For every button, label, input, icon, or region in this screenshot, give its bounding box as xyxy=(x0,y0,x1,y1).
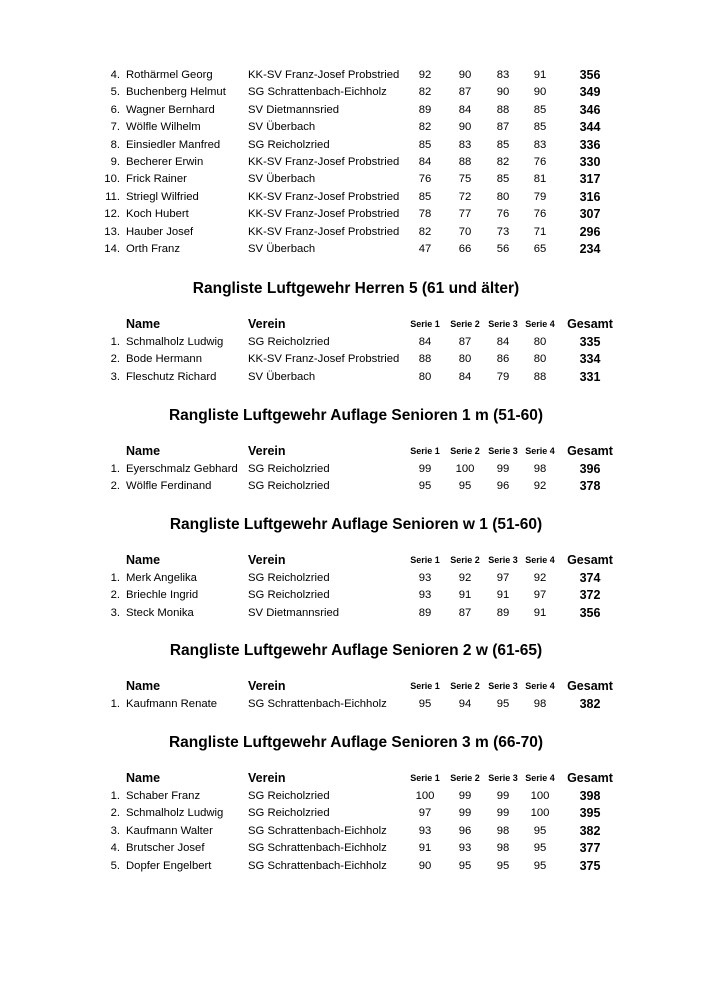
cell-s3: 96 xyxy=(496,480,510,493)
table-row xyxy=(0,84,712,101)
cell-club: SG Schrattenbach-Eichholz xyxy=(248,824,387,837)
cell-s1: 93 xyxy=(418,572,432,584)
table-row xyxy=(0,858,712,875)
cell-s1: 88 xyxy=(418,353,432,366)
table-row xyxy=(0,137,712,154)
cell-name: Schmalholz Ludwig xyxy=(126,336,224,348)
cell-name: Brutscher Josef xyxy=(126,842,205,855)
cell-s1: 84 xyxy=(418,155,432,168)
cell-total: 356 xyxy=(579,68,601,82)
table-row xyxy=(0,334,712,351)
cell-club: SV Dietmannsried xyxy=(248,103,340,116)
cell-rank: 9. xyxy=(110,155,120,168)
cell-total: 396 xyxy=(579,462,601,476)
cell-s2: 77 xyxy=(458,208,472,221)
header-total: Gesamt xyxy=(567,317,613,331)
cell-total: 317 xyxy=(579,172,601,187)
header-club: Verein xyxy=(248,317,286,331)
cell-total: 316 xyxy=(579,189,601,204)
cell-s2: 96 xyxy=(458,824,472,837)
cell-s2: 87 xyxy=(458,606,472,619)
cell-s1: 78 xyxy=(418,208,432,221)
cell-club: SG Reicholzried xyxy=(248,463,330,475)
cell-s4: 83 xyxy=(533,138,547,151)
cell-s3: 99 xyxy=(496,807,510,820)
table-row xyxy=(0,823,712,840)
cell-s1: 100 xyxy=(415,790,435,802)
cell-rank: 3. xyxy=(110,606,120,619)
cell-s1: 85 xyxy=(418,138,432,151)
header-total: Gesamt xyxy=(567,444,613,458)
cell-rank: 6. xyxy=(110,103,120,116)
header-s4: Serie 4 xyxy=(525,446,555,456)
cell-rank: 2. xyxy=(110,353,120,366)
cell-s4: 80 xyxy=(533,336,547,348)
table-row xyxy=(0,461,712,478)
header-s3: Serie 3 xyxy=(488,446,518,456)
cell-s4: 100 xyxy=(530,790,550,802)
cell-s3: 91 xyxy=(496,589,510,602)
table-row xyxy=(0,102,712,119)
cell-club: KK-SV Franz-Josef Probstried xyxy=(248,190,400,203)
header-total: Gesamt xyxy=(567,771,613,785)
cell-total: 378 xyxy=(579,479,601,494)
table-row xyxy=(0,241,712,258)
table-row xyxy=(0,224,712,241)
cell-s4: 76 xyxy=(533,155,547,168)
cell-club: KK-SV Franz-Josef Probstried xyxy=(248,208,400,221)
cell-s3: 82 xyxy=(496,155,510,168)
cell-s4: 81 xyxy=(533,173,547,186)
cell-s3: 83 xyxy=(496,69,510,81)
cell-name: Schmalholz Ludwig xyxy=(126,807,224,820)
cell-s4: 85 xyxy=(533,121,547,134)
section-title: Rangliste Luftgewehr Herren 5 (61 und älter) xyxy=(192,280,520,297)
cell-s2: 99 xyxy=(458,790,472,802)
cell-name: Bode Hermann xyxy=(126,353,202,366)
cell-s2: 99 xyxy=(458,807,472,820)
cell-rank: 2. xyxy=(110,589,120,602)
ranking-section xyxy=(0,515,712,622)
cell-rank: 3. xyxy=(110,824,120,837)
cell-total: 398 xyxy=(579,789,601,803)
cell-total: 372 xyxy=(579,588,601,603)
cell-name: Kaufmann Renate xyxy=(126,698,218,710)
cell-s3: 73 xyxy=(496,225,510,238)
cell-total: 346 xyxy=(579,102,601,117)
header-s4: Serie 4 xyxy=(525,319,555,329)
header-s4: Serie 4 xyxy=(525,681,555,691)
cell-s2: 80 xyxy=(458,353,472,366)
header-club: Verein xyxy=(248,444,286,458)
cell-rank: 5. xyxy=(110,859,120,872)
cell-rank: 10. xyxy=(104,173,120,186)
cell-s3: 95 xyxy=(496,698,510,710)
header-s2: Serie 2 xyxy=(450,555,480,565)
cell-total: 356 xyxy=(579,605,601,620)
cell-name: Merk Angelika xyxy=(126,572,197,584)
table-row xyxy=(0,478,712,495)
cell-total: 382 xyxy=(579,697,601,711)
cell-total: 330 xyxy=(579,154,601,169)
cell-s1: 85 xyxy=(418,190,432,203)
cell-s1: 99 xyxy=(418,463,432,475)
table-row xyxy=(0,369,712,386)
cell-s4: 76 xyxy=(533,208,547,221)
cell-s1: 93 xyxy=(418,589,432,602)
cell-total: 395 xyxy=(579,806,601,821)
cell-rank: 7. xyxy=(110,121,120,134)
header-name: Name xyxy=(126,679,161,693)
cell-s3: 85 xyxy=(496,173,510,186)
cell-s4: 95 xyxy=(533,842,547,855)
table-row xyxy=(0,605,712,622)
cell-s3: 95 xyxy=(496,859,510,872)
header-total: Gesamt xyxy=(567,553,613,567)
header-s3: Serie 3 xyxy=(488,319,518,329)
header-s1: Serie 1 xyxy=(410,555,440,565)
cell-club: SG Reicholzried xyxy=(248,572,330,584)
cell-s1: 82 xyxy=(418,86,432,99)
cell-name: Rothärmel Georg xyxy=(126,69,213,81)
cell-rank: 5. xyxy=(110,86,120,99)
cell-name: Frick Rainer xyxy=(126,173,187,186)
cell-s2: 87 xyxy=(458,336,472,348)
cell-total: 331 xyxy=(579,369,601,384)
cell-s1: 80 xyxy=(418,370,432,383)
cell-s2: 66 xyxy=(458,242,472,255)
cell-s1: 93 xyxy=(418,824,432,837)
ranking-section xyxy=(0,406,712,496)
cell-s1: 92 xyxy=(418,69,432,81)
header-s3: Serie 3 xyxy=(488,681,518,691)
header-club: Verein xyxy=(248,679,286,693)
cell-s4: 65 xyxy=(533,242,547,255)
cell-club: KK-SV Franz-Josef Probstried xyxy=(248,155,400,168)
table-row xyxy=(0,351,712,368)
table-header xyxy=(0,551,712,570)
cell-s4: 79 xyxy=(533,190,547,203)
cell-name: Fleschutz Richard xyxy=(126,370,217,383)
table-row xyxy=(0,171,712,188)
cell-club: SG Reicholzried xyxy=(248,790,330,802)
cell-s4: 88 xyxy=(533,370,547,383)
cell-s4: 95 xyxy=(533,859,547,872)
cell-club: SG Reicholzried xyxy=(248,807,330,820)
cell-club: SG Reicholzried xyxy=(248,138,330,151)
cell-rank: 1. xyxy=(110,463,120,475)
cell-s1: 95 xyxy=(418,698,432,710)
cell-rank: 1. xyxy=(110,336,120,348)
cell-total: 377 xyxy=(579,841,601,856)
cell-club: KK-SV Franz-Josef Probstried xyxy=(248,225,400,238)
cell-name: Steck Monika xyxy=(126,606,194,619)
ranking-section xyxy=(0,733,712,875)
cell-s1: 82 xyxy=(418,121,432,134)
cell-total: 334 xyxy=(579,352,601,367)
cell-rank: 4. xyxy=(110,69,120,81)
cell-s3: 86 xyxy=(496,353,510,366)
cell-name: Orth Franz xyxy=(126,242,180,255)
cell-total: 307 xyxy=(579,207,601,222)
header-name: Name xyxy=(126,317,161,331)
cell-s2: 83 xyxy=(458,138,472,151)
header-name: Name xyxy=(126,444,161,458)
cell-s4: 91 xyxy=(533,69,547,81)
header-name: Name xyxy=(126,553,161,567)
cell-s2: 93 xyxy=(458,842,472,855)
table-row xyxy=(0,587,712,604)
cell-s2: 70 xyxy=(458,225,472,238)
cell-name: Eyerschmalz Gebhard xyxy=(126,463,238,475)
cell-s4: 92 xyxy=(533,480,547,493)
cell-s4: 97 xyxy=(533,589,547,602)
cell-total: 382 xyxy=(579,823,601,838)
header-name: Name xyxy=(126,771,161,785)
table-row xyxy=(0,189,712,206)
section-title: Rangliste Luftgewehr Auflage Senioren 1 m (51-60) xyxy=(168,407,544,424)
section-title: Rangliste Luftgewehr Auflage Senioren 3 m (66-70) xyxy=(168,734,544,751)
cell-rank: 12. xyxy=(104,208,120,221)
cell-s1: 95 xyxy=(418,480,432,493)
cell-s2: 84 xyxy=(458,370,472,383)
cell-s2: 90 xyxy=(458,121,472,134)
cell-s3: 56 xyxy=(496,242,510,255)
cell-s3: 88 xyxy=(496,103,510,116)
cell-name: Schaber Franz xyxy=(126,790,201,802)
ranking-section xyxy=(0,641,712,713)
cell-s3: 87 xyxy=(496,121,510,134)
cell-s1: 97 xyxy=(418,807,432,820)
header-s2: Serie 2 xyxy=(450,681,480,691)
header-total: Gesamt xyxy=(567,679,613,693)
cell-club: KK-SV Franz-Josef Probstried xyxy=(248,353,400,366)
header-s3: Serie 3 xyxy=(488,773,518,783)
header-s1: Serie 1 xyxy=(410,319,440,329)
table-row xyxy=(0,696,712,713)
cell-rank: 13. xyxy=(104,225,120,238)
header-club: Verein xyxy=(248,771,286,785)
header-s2: Serie 2 xyxy=(450,319,480,329)
cell-rank: 4. xyxy=(110,842,120,855)
cell-s3: 79 xyxy=(496,370,510,383)
table-header xyxy=(0,315,712,334)
cell-s2: 88 xyxy=(458,155,472,168)
cell-name: Becherer Erwin xyxy=(126,155,204,168)
cell-s4: 98 xyxy=(533,698,547,710)
cell-s2: 92 xyxy=(458,572,472,584)
header-s1: Serie 1 xyxy=(410,773,440,783)
cell-s4: 100 xyxy=(530,807,550,820)
cell-s2: 95 xyxy=(458,480,472,493)
cell-s4: 80 xyxy=(533,353,547,366)
cell-s3: 90 xyxy=(496,86,510,99)
cell-total: 344 xyxy=(579,120,601,135)
cell-club: SG Reicholzried xyxy=(248,589,330,602)
table-row xyxy=(0,805,712,822)
section-title: Rangliste Luftgewehr Auflage Senioren 2 w (61-65) xyxy=(169,642,543,659)
cell-total: 336 xyxy=(579,137,601,152)
cell-s4: 90 xyxy=(533,86,547,99)
header-s2: Serie 2 xyxy=(450,446,480,456)
table-row xyxy=(0,206,712,223)
cell-club: KK-SV Franz-Josef Probstried xyxy=(248,69,400,81)
cell-total: 374 xyxy=(579,571,601,585)
table-row xyxy=(0,840,712,857)
cell-club: SV Überbach xyxy=(248,173,316,186)
cell-s1: 90 xyxy=(418,859,432,872)
cell-s2: 91 xyxy=(458,589,472,602)
cell-total: 375 xyxy=(579,858,601,873)
cell-rank: 3. xyxy=(110,370,120,383)
table-row xyxy=(0,119,712,136)
cell-s3: 84 xyxy=(496,336,510,348)
cell-name: Dopfer Engelbert xyxy=(126,859,212,872)
table-row xyxy=(0,67,712,84)
cell-s2: 90 xyxy=(458,69,472,81)
cell-s4: 91 xyxy=(533,606,547,619)
cell-name: Briechle Ingrid xyxy=(126,589,199,602)
cell-name: Hauber Josef xyxy=(126,225,194,238)
header-s1: Serie 1 xyxy=(410,446,440,456)
cell-s3: 99 xyxy=(496,790,510,802)
header-s4: Serie 4 xyxy=(525,555,555,565)
cell-club: SG Schrattenbach-Eichholz xyxy=(248,859,387,872)
cell-s3: 97 xyxy=(496,572,510,584)
cell-name: Kaufmann Walter xyxy=(126,824,213,837)
cell-s4: 98 xyxy=(533,463,547,475)
cell-club: SV Überbach xyxy=(248,121,316,134)
table-row xyxy=(0,154,712,171)
header-s1: Serie 1 xyxy=(410,681,440,691)
cell-s3: 76 xyxy=(496,208,510,221)
table-header xyxy=(0,677,712,696)
cell-rank: 2. xyxy=(110,480,120,493)
cell-name: Buchenberg Helmut xyxy=(126,86,226,99)
cell-rank: 1. xyxy=(110,572,120,584)
cell-name: Koch Hubert xyxy=(126,208,189,221)
cell-s1: 89 xyxy=(418,606,432,619)
cell-rank: 2. xyxy=(110,807,120,820)
cell-name: Wölfle Wilhelm xyxy=(126,121,201,134)
cell-club: SG Schrattenbach-Eichholz xyxy=(248,86,387,99)
header-s2: Serie 2 xyxy=(450,773,480,783)
cell-s4: 95 xyxy=(533,824,547,837)
cell-s2: 87 xyxy=(458,86,472,99)
cell-rank: 1. xyxy=(110,698,120,710)
cell-s3: 85 xyxy=(496,138,510,151)
cell-s1: 91 xyxy=(418,842,432,855)
cell-club: SG Reicholzried xyxy=(248,336,330,348)
cell-total: 349 xyxy=(579,85,601,100)
cell-club: SG Schrattenbach-Eichholz xyxy=(248,842,387,855)
cell-s4: 85 xyxy=(533,103,547,116)
cell-name: Einsiedler Manfred xyxy=(126,138,221,151)
ranking-section xyxy=(0,67,712,258)
cell-s2: 100 xyxy=(455,463,475,475)
cell-name: Wölfle Ferdinand xyxy=(126,480,212,493)
cell-s1: 89 xyxy=(418,103,432,116)
cell-rank: 1. xyxy=(110,790,120,802)
cell-s1: 47 xyxy=(418,242,432,255)
cell-name: Striegl Wilfried xyxy=(126,190,199,203)
cell-s2: 72 xyxy=(458,190,472,203)
cell-rank: 11. xyxy=(105,190,120,203)
cell-rank: 8. xyxy=(110,138,120,151)
cell-s2: 94 xyxy=(458,698,472,710)
cell-club: SV Dietmannsried xyxy=(248,606,340,619)
cell-s1: 76 xyxy=(418,173,432,186)
cell-name: Wagner Bernhard xyxy=(126,103,215,116)
table-row xyxy=(0,570,712,587)
cell-total: 335 xyxy=(579,335,601,349)
cell-s4: 92 xyxy=(533,572,547,584)
cell-rank: 14. xyxy=(104,242,120,255)
cell-s1: 84 xyxy=(418,336,432,348)
header-s3: Serie 3 xyxy=(488,555,518,565)
cell-s4: 71 xyxy=(533,225,547,238)
cell-club: SV Überbach xyxy=(248,242,316,255)
cell-club: SG Schrattenbach-Eichholz xyxy=(248,698,387,710)
cell-total: 296 xyxy=(579,224,601,239)
cell-s2: 75 xyxy=(458,173,472,186)
cell-s3: 99 xyxy=(496,463,510,475)
cell-club: SV Überbach xyxy=(248,370,316,383)
cell-s1: 82 xyxy=(418,225,432,238)
cell-s2: 84 xyxy=(458,103,472,116)
header-s4: Serie 4 xyxy=(525,773,555,783)
cell-s2: 95 xyxy=(458,859,472,872)
section-title: Rangliste Luftgewehr Auflage Senioren w 1 (51-60) xyxy=(169,516,543,533)
ranking-section xyxy=(0,279,712,386)
cell-total: 234 xyxy=(579,241,601,256)
cell-s3: 98 xyxy=(496,824,510,837)
cell-club: SG Reicholzried xyxy=(248,480,330,493)
table-header xyxy=(0,769,712,788)
cell-s3: 80 xyxy=(496,190,510,203)
header-club: Verein xyxy=(248,553,286,567)
table-header xyxy=(0,442,712,461)
cell-s3: 89 xyxy=(496,606,510,619)
cell-s3: 98 xyxy=(496,842,510,855)
table-row xyxy=(0,788,712,805)
